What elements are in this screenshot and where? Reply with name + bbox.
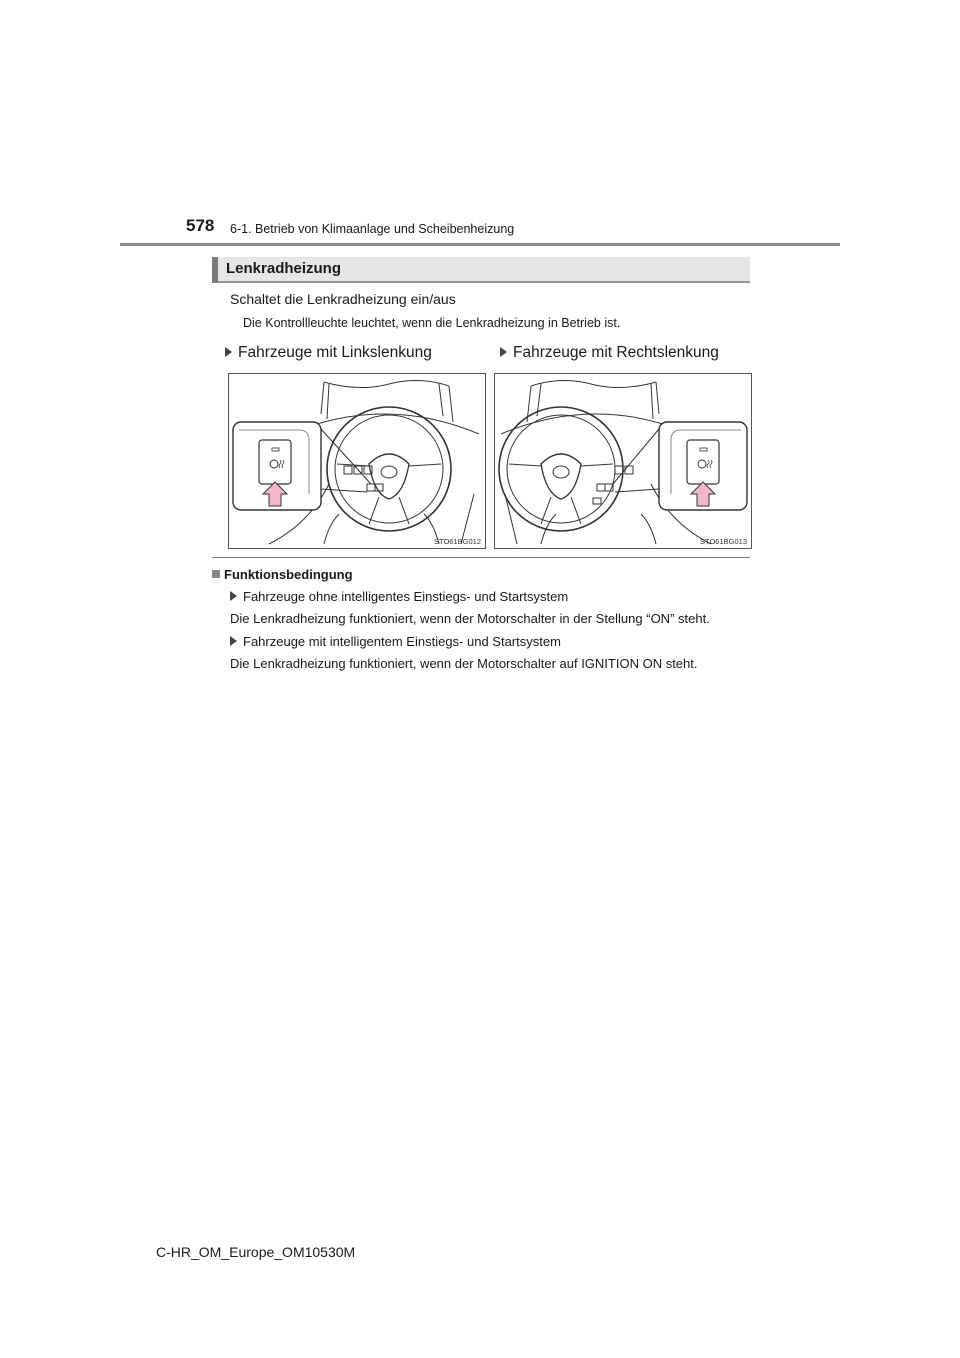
page-number: 578 (186, 216, 215, 235)
figure-label-right (500, 344, 719, 362)
figure-rhd (494, 373, 752, 549)
condition-item-2-text: Die Lenkradheizung funktioniert, wenn der Motorschalter auf IGNITION ON steht. (230, 656, 698, 671)
section-heading: Lenkradheizung (226, 260, 342, 277)
chapter-title: 6-1. Betrieb von Klimaanlage und Scheibenheizung (230, 222, 515, 236)
intro-note: Die Kontrollleuchte leuchtet, wenn die Lenkradheizung in Betrieb ist. (243, 316, 621, 330)
conditions-title (212, 567, 353, 582)
triangle-bullet-icon (230, 591, 237, 601)
figure-label-left (225, 344, 432, 362)
condition-item-2-label (230, 634, 561, 649)
intro-text: Schaltet die Lenkradheizung ein/aus (230, 291, 456, 307)
figure-code-right: STO61BG013 (700, 537, 747, 546)
steering-wheel-lhd-illustration (229, 374, 485, 548)
document-footer: C-HR_OM_Europe_OM10530M (156, 1244, 356, 1260)
triangle-bullet-icon (500, 347, 507, 357)
figure-label-right-text: Fahrzeuge mit Rechtslenkung (513, 344, 719, 361)
condition-item-1-label (230, 589, 568, 604)
condition-item-1-text: Die Lenkradheizung funktioniert, wenn der Motorschalter in der Stellung “ON” steht. (230, 611, 710, 626)
figure-lhd (228, 373, 486, 549)
figure-code-left: STO61BG012 (434, 537, 481, 546)
square-bullet-icon (212, 570, 220, 578)
header-divider (120, 243, 840, 246)
condition-item-2-label-text: Fahrzeuge mit intelligentem Einstiegs- und Startsystem (243, 634, 561, 649)
section-divider (212, 557, 750, 558)
triangle-bullet-icon (225, 347, 232, 357)
triangle-bullet-icon (230, 636, 237, 646)
conditions-title-text: Funktionsbedingung (224, 567, 353, 582)
figure-label-left-text: Fahrzeuge mit Linkslenkung (238, 344, 432, 361)
condition-item-1-label-text: Fahrzeuge ohne intelligentes Einstiegs- und Startsystem (243, 589, 569, 604)
section-heading-accent (212, 257, 218, 283)
steering-wheel-rhd-illustration (495, 374, 751, 548)
